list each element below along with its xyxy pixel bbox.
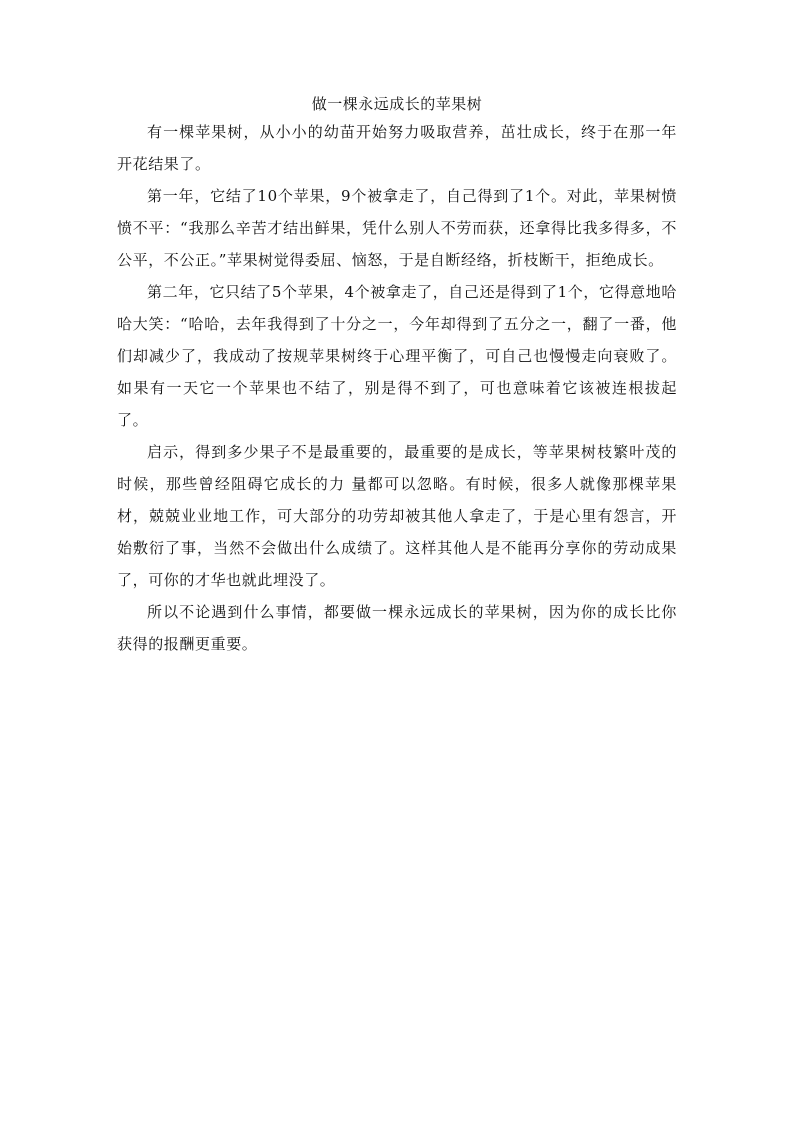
paragraph-1: 有一棵苹果树，从小小的幼苗开始努力吸取营养，茁壮成长，终于在那一年开花结果了。 <box>117 123 677 173</box>
paragraph-4: 启示，得到多少果子不是最重要的，最重要的是成长，等苹果树枝繁叶茂的时候，那些曾经阻碍它成长的力 量都可以忽略。有时候，很多人就像那棵苹果材，兢兢业业地工作，可大部分的功劳却被其他人拿走了，于是心里有怨言，开始敷衍了事，当然不会做出什么成绩了。这样其他人是不能再分享你的劳动成果了，可你的才华也就此埋没了。 <box>117 443 677 589</box>
paragraph-2: 第一年，它结了10个苹果，9个被拿走了，自己得到了1个。对此，苹果树愤愤不平：“我那么辛苦才结出鲜果，凭什么别人不劳而获，还拿得比我多得多，不公平，不公正。”苹果树觉得委屈、恼怒，于是自断经络，折枝断干，拒绝成长。 <box>117 187 677 269</box>
paragraph-3: 第二年，它只结了5个苹果，4个被拿走了，自己还是得到了1个，它得意地哈哈大笑：“哈哈，去年我得到了十分之一，今年却得到了五分之一，翻了一番，他们却减少了，我成动了按规苹果树终于心理平衡了，可自己也慢慢走向衰败了。如果有一天它一个苹果也不结了，别是得不到了，可也意味着它该被连根拔起了。 <box>117 283 677 429</box>
paragraph-5: 所以不论遇到什么事情，都要做一棵永远成长的苹果树，因为你的成长比你获得的报酬更重要。 <box>117 603 677 653</box>
document-body <box>117 92 677 660</box>
document-title: 做一棵永远成长的苹果树 <box>311 95 483 113</box>
